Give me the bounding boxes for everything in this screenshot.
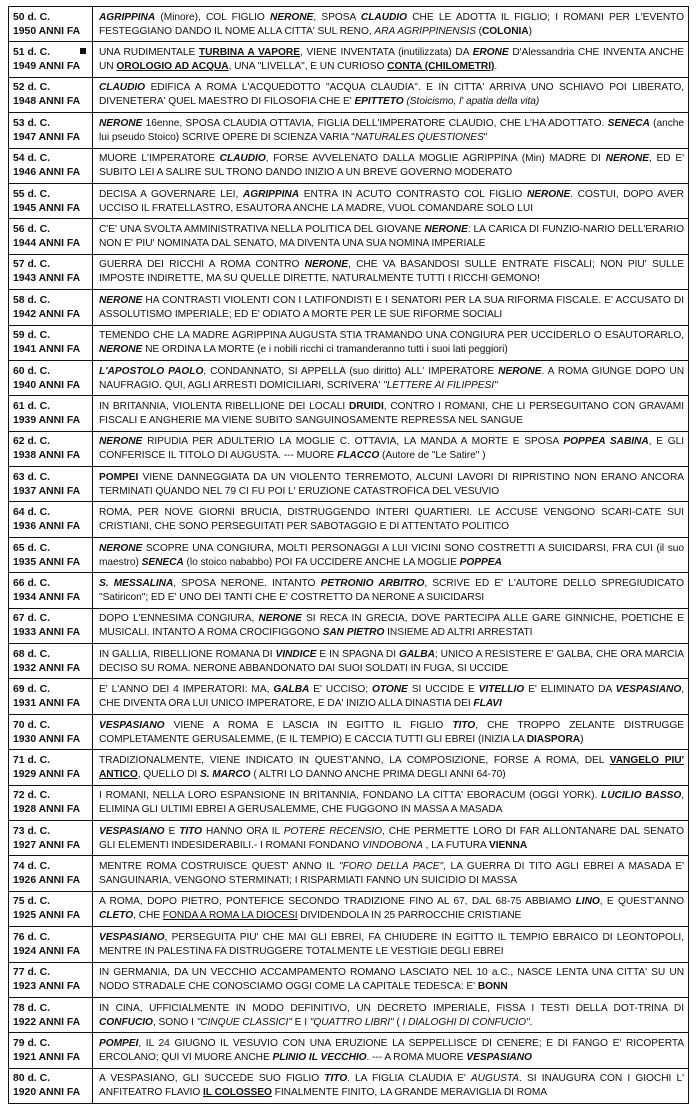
table-row [9,77,689,112]
table-row [9,183,689,218]
years-ago-label: 1936 ANNI FA [13,521,81,533]
date-cell [9,997,93,1032]
table-row [9,396,689,431]
table-row [9,1033,689,1068]
year-label: 74 d. C. [13,861,50,873]
years-ago-label: 1939 ANNI FA [13,414,81,426]
years-ago-label: 1938 ANNI FA [13,450,81,462]
year-label: 69 d. C. [13,684,50,696]
table-row [9,360,689,395]
date-cell [9,962,93,997]
year-label: 61 d. C. [13,400,50,412]
years-ago-label: 1929 ANNI FA [13,768,81,780]
years-ago-label: 1920 ANNI FA [13,1087,81,1099]
date-cell [9,820,93,855]
date-cell [9,219,93,254]
table-row [9,1068,689,1103]
event-text: IN GERMANIA, DA UN VECCHIO ACCAMPAMENTO ROMANO LASCIATO NEL 10 a.C., NASCE LENTA UNA CITTA' SU UN NODO STRADALE CHE CONOSCIAMO OGGI COME LA CAPITALE TEDESCA: E' BONN [93,962,689,997]
event-text: TRADIZIONALMENTE, VIENE INDICATO IN QUEST'ANNO, LA COMPOSIZIONE, FORSE A ROMA, DEL VANGELO PIU' ANTICO, QUELLO DI S. MARCO ( ALTRI LO DANNO ANCHE PRIMA DEGLI ANNI 64-70) [93,750,689,785]
table-row [9,573,689,608]
event-text: VESPASIANO VIENE A ROMA E LASCIA IN EGITTO IL FIGLIO TITO, CHE TROPPO ZELANTE DISTRUGGE COMPLETAMENTE GERUSALEMME, (E IL TEMPIO) E CACCIA TUTTI GLI EBREI (INIZIA LA DIASPORA) [93,714,689,749]
years-ago-label: 1927 ANNI FA [13,839,81,851]
year-label: 75 d. C. [13,896,50,908]
date-cell [9,254,93,289]
event-text: IN CINA, UFFICIALMENTE IN MODO DEFINITIVO, UN DECRETO IMPERIALE, FISSA I TESTI DELLA DOT-TRINA DI CONFUCIO, SONO I "CINQUE CLASSICI" E I "QUATTRO LIBRI" ( I DIALOGHI DI CONFUCIO". [93,997,689,1032]
event-text: VESPASIANO E TITO HANNO ORA IL POTERE RECENSIO, CHE PERMETTE LORO DI FAR ALLONTANARE DAL SENATO GLI ELEMENTI INDESIDERABILI.- I ROMANI FONDANO VINDOBONA , LA FUTURA VIENNA [93,820,689,855]
years-ago-label: 1946 ANNI FA [13,167,81,179]
date-cell [9,891,93,926]
table-row [9,148,689,183]
years-ago-label: 1922 ANNI FA [13,1016,81,1028]
table-row [9,927,689,962]
table-row [9,679,689,714]
event-text: NERONE SCOPRE UNA CONGIURA, MOLTI PERSONAGGI A LUI VICINI SONO COSTRETTI A SUICIDARSI, FRA CUI (il suo maestro) SENECA (lo stoico nababbo) POI FA UCCIDERE ANCHE LA MOGLIE POPPEA [93,537,689,572]
date-cell [9,679,93,714]
event-text: DECISA A GOVERNARE LEI, AGRIPPINA ENTRA IN ACUTO CONTRASTO COL FIGLIO NERONE. COSTUI, DOPO AVER UCCISO IL FRATELLASTRO, ESAUTORA ANCHE LA MADRE, VUOL COMANDARE SOLO LUI [93,183,689,218]
date-cell [9,502,93,537]
table-row [9,962,689,997]
event-text: NERONE RIPUDIA PER ADULTERIO LA MOGLIE C. OTTAVIA, LA MANDA A MORTE E SPOSA POPPEA SABINA, E GLI CONFERISCE IL TITOLO DI AUGUSTA. --- MUORE FLACCO (Autore de "Le Satire" ) [93,431,689,466]
years-ago-label: 1937 ANNI FA [13,485,81,497]
years-ago-label: 1942 ANNI FA [13,308,81,320]
years-ago-label: 1947 ANNI FA [13,131,81,143]
event-text: A ROMA, DOPO PIETRO, PONTEFICE SECONDO TRADIZIONE FINO AL 67, DAL 68-75 ABBIAMO LINO, E QUEST'ANNO CLETO, CHE FONDA A ROMA LA DIOCESI DIVIDENDOLA IN 25 PARROCCHIE CRISTIANE [93,891,689,926]
year-label: 73 d. C. [13,825,50,837]
years-ago-label: 1931 ANNI FA [13,698,81,710]
year-label: 70 d. C. [13,719,50,731]
date-cell [9,785,93,820]
years-ago-label: 1941 ANNI FA [13,344,81,356]
event-text: MENTRE ROMA COSTRUISCE QUEST' ANNO IL "FORO DELLA PACE", LA GUERRA DI TITO AGLI EBREI A MASADA E' SANGUINARIA, VENGONO STERMINATI; I RISPARMIATI FANNO UN SUICIDIO DI MASSA [93,856,689,891]
years-ago-label: 1930 ANNI FA [13,733,81,745]
event-text: S. MESSALINA, SPOSA NERONE. INTANTO PETRONIO ARBITRO, SCRIVE ED E' L'AUTORE DELLO SPREGIUDICATO "Satiricon"; ED E' UNO DEI TANTI CHE E' COSTRETTO DA NERONE A SUICIDARSI [93,573,689,608]
year-label: 63 d. C. [13,471,50,483]
year-label: 50 d. C. [13,11,50,23]
event-text: IN BRITANNIA, VIOLENTA RIBELLIONE DEI LOCALI DRUIDI, CONTRO I ROMANI, CHE LI PERSEGUITANO CON GRAVAMI FISCALI E ANGHERIE MA VIENE SUBITO SANGUINOSAMENTE REPRESSA NEL SANGUE [93,396,689,431]
table-row [9,608,689,643]
chronology-page [8,6,688,1104]
years-ago-label: 1948 ANNI FA [13,96,81,108]
event-text: NERONE HA CONTRASTI VIOLENTI CON I LATIFONDISTI E I SENATORI PER LA SUA RIFORMA FISCALE. E' ACCUSATO DI ASSOLUTISMO IMPERIALE; ED E' ODIATO A MORTE PER LE SUE RIFORME SOCIALI [93,290,689,325]
years-ago-label: 1950 ANNI FA [13,25,81,37]
date-cell [9,148,93,183]
year-label: 60 d. C. [13,365,50,377]
year-label: 56 d. C. [13,224,50,236]
date-cell [9,644,93,679]
date-cell [9,927,93,962]
table-row [9,42,689,77]
event-text: TEMENDO CHE LA MADRE AGRIPPINA AUGUSTA STIA TRAMANDO UNA CONGIURA PER UCCIDERLO O ESAUTORARLO, NERONE NE ORDINA LA MORTE (e i nobili ricchi ci tramanderanno tutti i suoi lati peggiori) [93,325,689,360]
event-text: C'E' UNA SVOLTA AMMINISTRATIVA NELLA POLITICA DEL GIOVANE NERONE: LA CARICA DI FUNZIO-NARIO DELL'ERARIO NON E' PIU' NOMINATA DAL SENATO, MA DIVENTA UNA SUA NOMINA IMPERIALE [93,219,689,254]
table-row [9,820,689,855]
years-ago-label: 1933 ANNI FA [13,627,81,639]
event-text: E' L'ANNO DEI 4 IMPERATORI: MA, GALBA E' UCCISO; OTONE SI UCCIDE E VITELLIO E' ELIMINATO DA VESPASIANO, CHE DIVENTA ORA LUI UNICO IMPERATORE, E DA' INIZIO ALLA DINASTIA DEI FLAVI [93,679,689,714]
table-row [9,219,689,254]
year-label: 68 d. C. [13,648,50,660]
table-row [9,325,689,360]
date-cell [9,573,93,608]
year-label: 53 d. C. [13,117,50,129]
event-text: UNA RUDIMENTALE TURBINA A VAPORE, VIENE INVENTATA (inutilizzata) DA ERONE D'Alessandria CHE INVENTA ANCHE UN OROLOGIO AD ACQUA, UNA "LIVELLA", E UN CURIOSO CONTA (CHILOMETRI). [93,42,689,77]
date-cell [9,113,93,148]
year-label: 72 d. C. [13,790,50,802]
year-label: 59 d. C. [13,330,50,342]
years-ago-label: 1925 ANNI FA [13,910,81,922]
table-row [9,290,689,325]
year-label: 55 d. C. [13,188,50,200]
date-cell [9,856,93,891]
date-cell [9,7,93,42]
date-cell [9,750,93,785]
event-text: I ROMANI, NELLA LORO ESPANSIONE IN BRITANNIA, FONDANO LA CITTA' EBORACUM (OGGI YORK). LUCILIO BASSO, ELIMINA GLI ULTIMI EBREI A GERUSALEMME, CHE FUGGONO IN MASSA A MASADA [93,785,689,820]
event-text: A VESPASIANO, GLI SUCCEDE SUO FIGLIO TITO. LA FIGLIA CLAUDIA E' AUGUSTA. SI INAUGURA CON I GIOCHI L' ANFITEATRO FLAVIO IL COLOSSEO FINALMENTE FINITO, LA GRANDE MERAVIGLIA DI ROMA [93,1068,689,1103]
table-row [9,750,689,785]
table-row [9,7,689,42]
year-label: 57 d. C. [13,259,50,271]
date-cell [9,714,93,749]
date-cell [9,1068,93,1103]
table-row [9,856,689,891]
chronology-table [8,6,689,1104]
years-ago-label: 1934 ANNI FA [13,591,81,603]
year-label: 64 d. C. [13,507,50,519]
table-row [9,113,689,148]
event-text: POMPEI VIENE DANNEGGIATA DA UN VIOLENTO TERREMOTO, ALCUNI LAVORI DI RIPRISTINO NON ERANO ANCORA TERMINATI QUANDO NEL 79 CI FU POI L' ERUZIONE CATASTROFICA DEL VESUVIO [93,467,689,502]
years-ago-label: 1926 ANNI FA [13,875,81,887]
years-ago-label: 1928 ANNI FA [13,804,81,816]
year-label: 52 d. C. [13,82,50,94]
year-label: 62 d. C. [13,436,50,448]
year-label: 76 d. C. [13,931,50,943]
table-row [9,537,689,572]
years-ago-label: 1940 ANNI FA [13,379,81,391]
table-row [9,785,689,820]
event-text: NERONE 16enne, SPOSA CLAUDIA OTTAVIA, FIGLIA DELL'IMPERATORE CLAUDIO, CHE L'HA ADOTTATO. SENECA (anche lui pseudo Stoico) SCRIVE OPERE DI SCIENZA VARIA "NATURALES QUESTIONES" [93,113,689,148]
date-cell [9,183,93,218]
chronology-body [9,7,689,1104]
years-ago-label: 1944 ANNI FA [13,238,81,250]
year-label: 79 d. C. [13,1038,50,1050]
years-ago-label: 1935 ANNI FA [13,556,81,568]
year-label: 77 d. C. [13,967,50,979]
table-row [9,467,689,502]
table-row [9,891,689,926]
date-cell [9,360,93,395]
years-ago-label: 1932 ANNI FA [13,662,81,674]
year-label: 58 d. C. [13,294,50,306]
table-row [9,997,689,1032]
event-text: L'APOSTOLO PAOLO, CONDANNATO, SI APPELLA (suo diritto) ALL' IMPERATORE NERONE. A ROMA GIUNGE DOPO UN NAUFRAGIO. QUI, AGLI ARRESTI DOMICILIARI, SCRIVERA' "LETTERE AI FILIPPESI" [93,360,689,395]
date-cell [9,1033,93,1068]
date-cell [9,608,93,643]
table-row [9,431,689,466]
table-row [9,502,689,537]
date-cell [9,467,93,502]
year-label: 54 d. C. [13,153,50,165]
year-label: 67 d. C. [13,613,50,625]
year-label: 78 d. C. [13,1002,50,1014]
event-text: CLAUDIO EDIFICA A ROMA L'ACQUEDOTTO "ACQUA CLAUDIA". E IN CITTA' ARRIVA UNO SCHIAVO POI LIBERATO, DIVENETERA' QUEL MAESTRO DI FILOSOFIA CHE E' EPITTETO (Stoicismo, l' apatia della vita) [93,77,689,112]
year-label: 80 d. C. [13,1073,50,1085]
event-text: ROMA, PER NOVE GIORNI BRUCIA, DISTRUGGENDO INTERI QUARTIERI. LE ACCUSE VENGONO SCARI-CATE SUI CRISTIANI, CHE SONO PERSEGUITATI PER SABOTAGGIO E DI ATTENTATO POLITICO [93,502,689,537]
years-ago-label: 1949 ANNI FA [13,61,81,73]
years-ago-label: 1924 ANNI FA [13,945,81,957]
years-ago-label: 1923 ANNI FA [13,981,81,993]
years-ago-label: 1943 ANNI FA [13,273,81,285]
event-text: DOPO L'ENNESIMA CONGIURA, NERONE SI RECA IN GRECIA, DOVE PARTECIPA ALLE GARE GINNICHE, POETICHE E MUSICALI. INTANTO A ROMA CROCIFIGGONO SAN PIETRO INSIEME AD ALTRI ARRESTATI [93,608,689,643]
date-cell [9,537,93,572]
year-label: 65 d. C. [13,542,50,554]
year-label: 71 d. C. [13,754,50,766]
date-cell [9,396,93,431]
date-cell [9,42,93,77]
table-row [9,254,689,289]
date-cell [9,290,93,325]
date-cell [9,431,93,466]
years-ago-label: 1921 ANNI FA [13,1052,81,1064]
event-text: POMPEI, IL 24 GIUGNO IL VESUVIO CON UNA ERUZIONE LA SEPPELLISCE DI CENERE; E DI FANGO E' RICOPERTA ERCOLANO; QUI VI MUORE ANCHE PLINIO IL VECCHIO. --- A ROMA MUORE VESPASIANO [93,1033,689,1068]
event-text: VESPASIANO, PERSEGUITA PIU' CHE MAI GLI EBREI, FA CHIUDERE IN EGITTO IL TEMPIO EBRAICO DI LEONTOPOLI, MENTRE IN PALESTINA FA DISTRUGGERE TOTALMENTE LE VESTIGIE DEGLI EBREI [93,927,689,962]
event-text: GUERRA DEI RICCHI A ROMA CONTRO NERONE, CHE VA BASANDOSI SULLE ENTRATE FISCALI; NON PIU' SULLE IMPOSTE INDIRETTE, MA SU QUELLE DIRETTE. NATURALMENTE TUTTI I RICCHI GEMONO! [93,254,689,289]
table-row [9,714,689,749]
years-ago-label: 1945 ANNI FA [13,202,81,214]
event-text: AGRIPPINA (Minore), COL FIGLIO NERONE, SPOSA CLAUDIO CHE LE ADOTTA IL FIGLIO; I ROMANI PER L'EVENTO FESTEGGIANO DANDO IL NOME ALLA CITTA' SUL RENO, ARA AGRIPPINENSIS (COLONIA) [93,7,689,42]
year-label: 51 d. C. [13,47,50,59]
square-bullet-icon [80,48,86,54]
event-text: MUORE L'IMPERATORE CLAUDIO, FORSE AVVELENATO DALLA MOGLIE AGRIPPINA (Min) MADRE DI NERONE, ED E' SUBITO LEI A SALIRE SUL TRONO DANDO INIZIO A UN BREVE GOVERNO MODERATO [93,148,689,183]
date-cell [9,77,93,112]
event-text: IN GALLIA, RIBELLIONE ROMANA DI VINDICE E IN SPAGNA DI GALBA; UNICO A RESISTERE E' GALBA, CHE ORA MARCIA DECISO SU ROMA. NERONE ABBANDONATO DAI SUOI SOLDATI IN FUGA, SI UCCIDE [93,644,689,679]
table-row [9,644,689,679]
year-label: 66 d. C. [13,577,50,589]
date-cell [9,325,93,360]
